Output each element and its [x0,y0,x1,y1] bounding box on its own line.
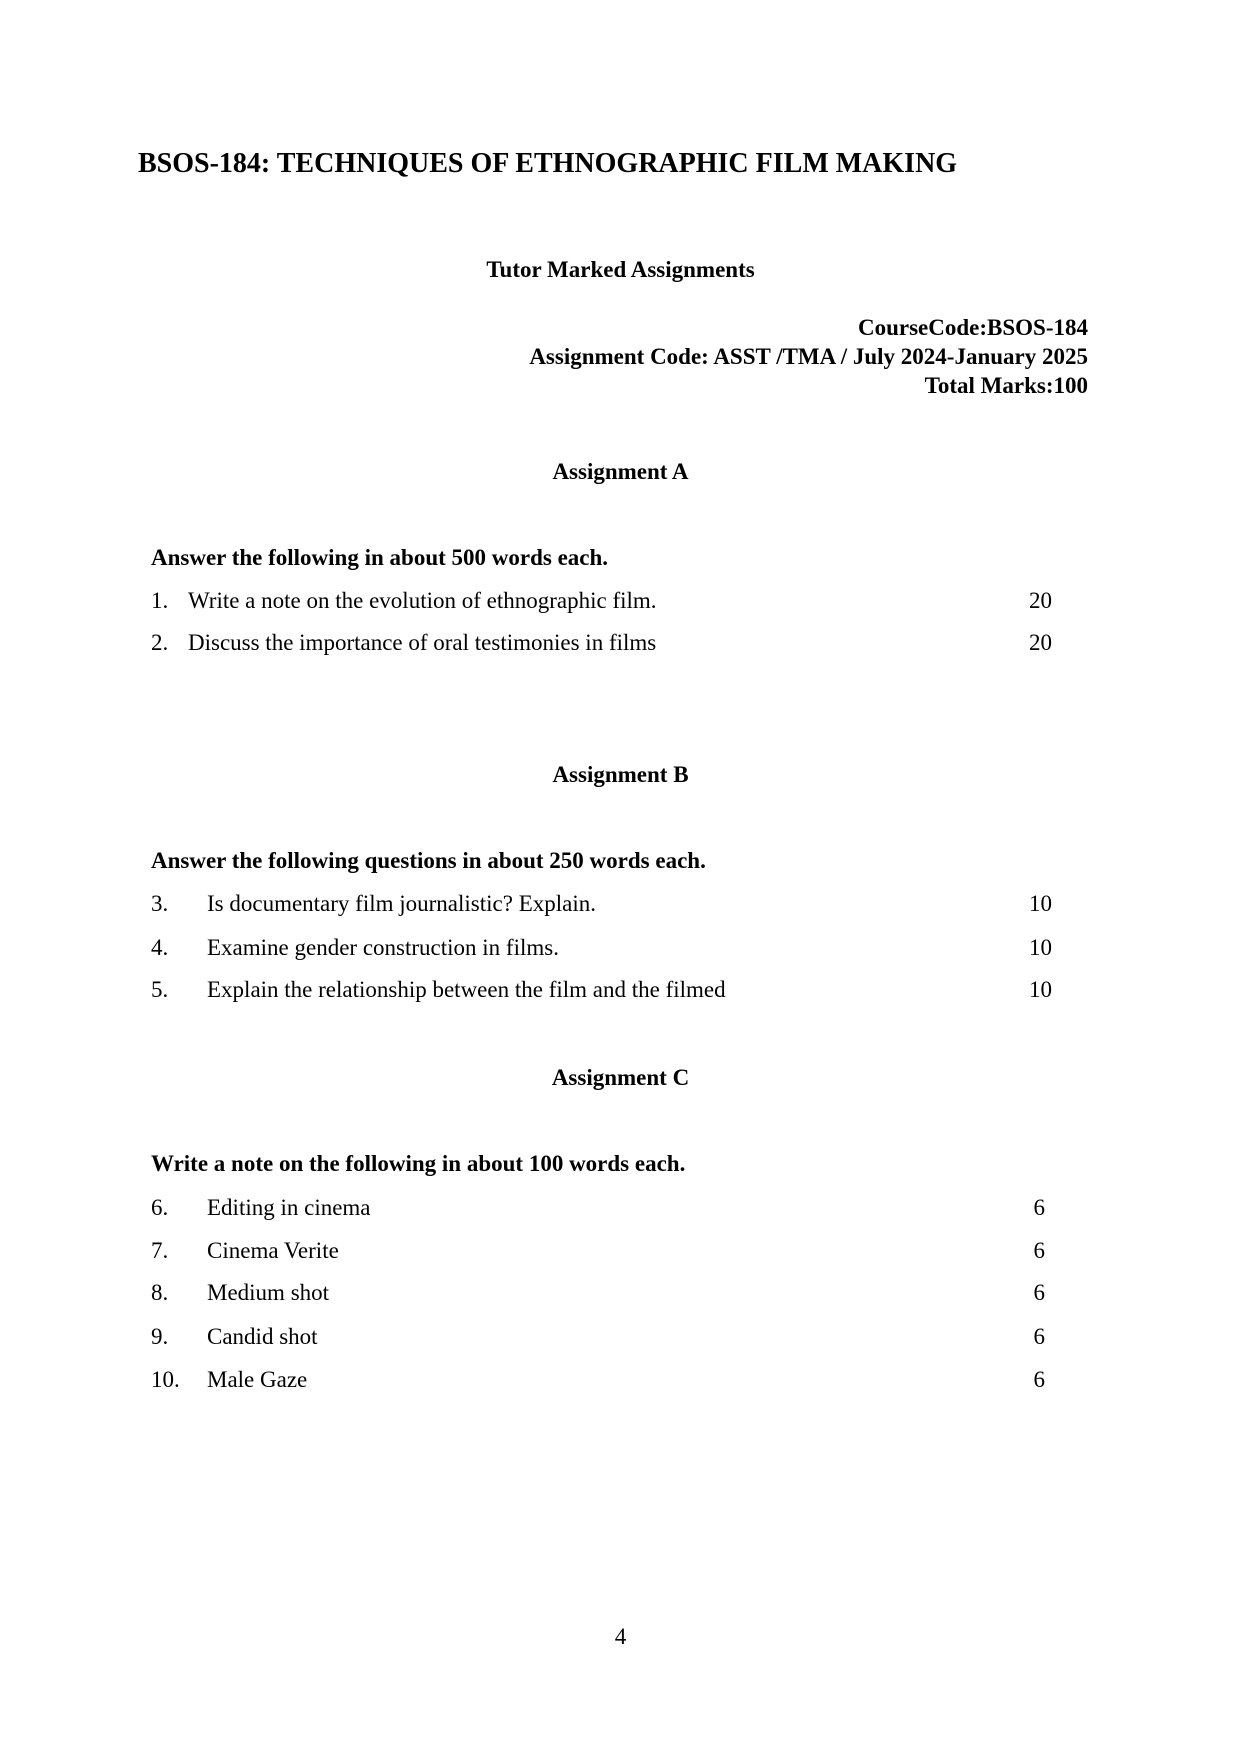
question-text: Candid shot [207,1324,318,1349]
question-number: 7. [151,1238,169,1263]
question-marks: 10 [1029,935,1052,960]
question-marks: 6 [1033,1238,1045,1263]
question-marks: 6 [1033,1195,1045,1220]
question-number: 2. [151,630,169,655]
question-text: Editing in cinema [207,1195,371,1220]
question-text: Is documentary film journalistic? Explain. [207,891,596,916]
question-marks: 6 [1033,1324,1045,1349]
document-title: BSOS-184: TECHNIQUES OF ETHNOGRAPHIC FILM MAKING [138,148,958,179]
section-heading-b: Assignment B [552,762,689,787]
section-heading-a: Assignment A [552,459,689,484]
question-marks: 10 [1029,891,1052,916]
question-number: 3. [151,891,169,916]
question-text: Examine gender construction in films. [207,935,559,960]
question-marks: 10 [1029,977,1052,1002]
question-text: Male Gaze [207,1367,308,1392]
question-marks: 6 [1033,1280,1045,1305]
question-text: Explain the relationship between the film and the filmed [207,977,726,1002]
section-instruction-c: Write a note on the following in about 100 words each. [151,1151,686,1176]
question-text: Cinema Verite [207,1238,339,1263]
question-number: 6. [151,1195,169,1220]
question-number: 9. [151,1324,169,1349]
course-code: CourseCode:BSOS-184 [857,315,1088,340]
section-instruction-a: Answer the following in about 500 words each. [151,545,609,570]
question-number: 1. [151,588,169,613]
question-text: Medium shot [207,1280,330,1305]
question-marks: 20 [1029,588,1052,613]
question-number: 5. [151,977,169,1002]
question-number: 8. [151,1280,169,1305]
question-text: Discuss the importance of oral testimonies in films [188,630,657,655]
question-number: 10. [151,1367,180,1392]
question-marks: 6 [1033,1367,1045,1392]
assignment-code: Assignment Code: ASST /TMA / July 2024-January 2025 [529,344,1088,369]
section-instruction-b: Answer the following questions in about 250 words each. [151,848,706,873]
total-marks: Total Marks:100 [924,373,1088,398]
question-text: Write a note on the evolution of ethnographic film. [188,588,657,613]
question-number: 4. [151,935,169,960]
section-heading-c: Assignment C [551,1065,690,1090]
page-number: 4 [614,1624,627,1649]
document-subtitle: Tutor Marked Assignments [486,257,755,282]
question-marks: 20 [1029,630,1052,655]
